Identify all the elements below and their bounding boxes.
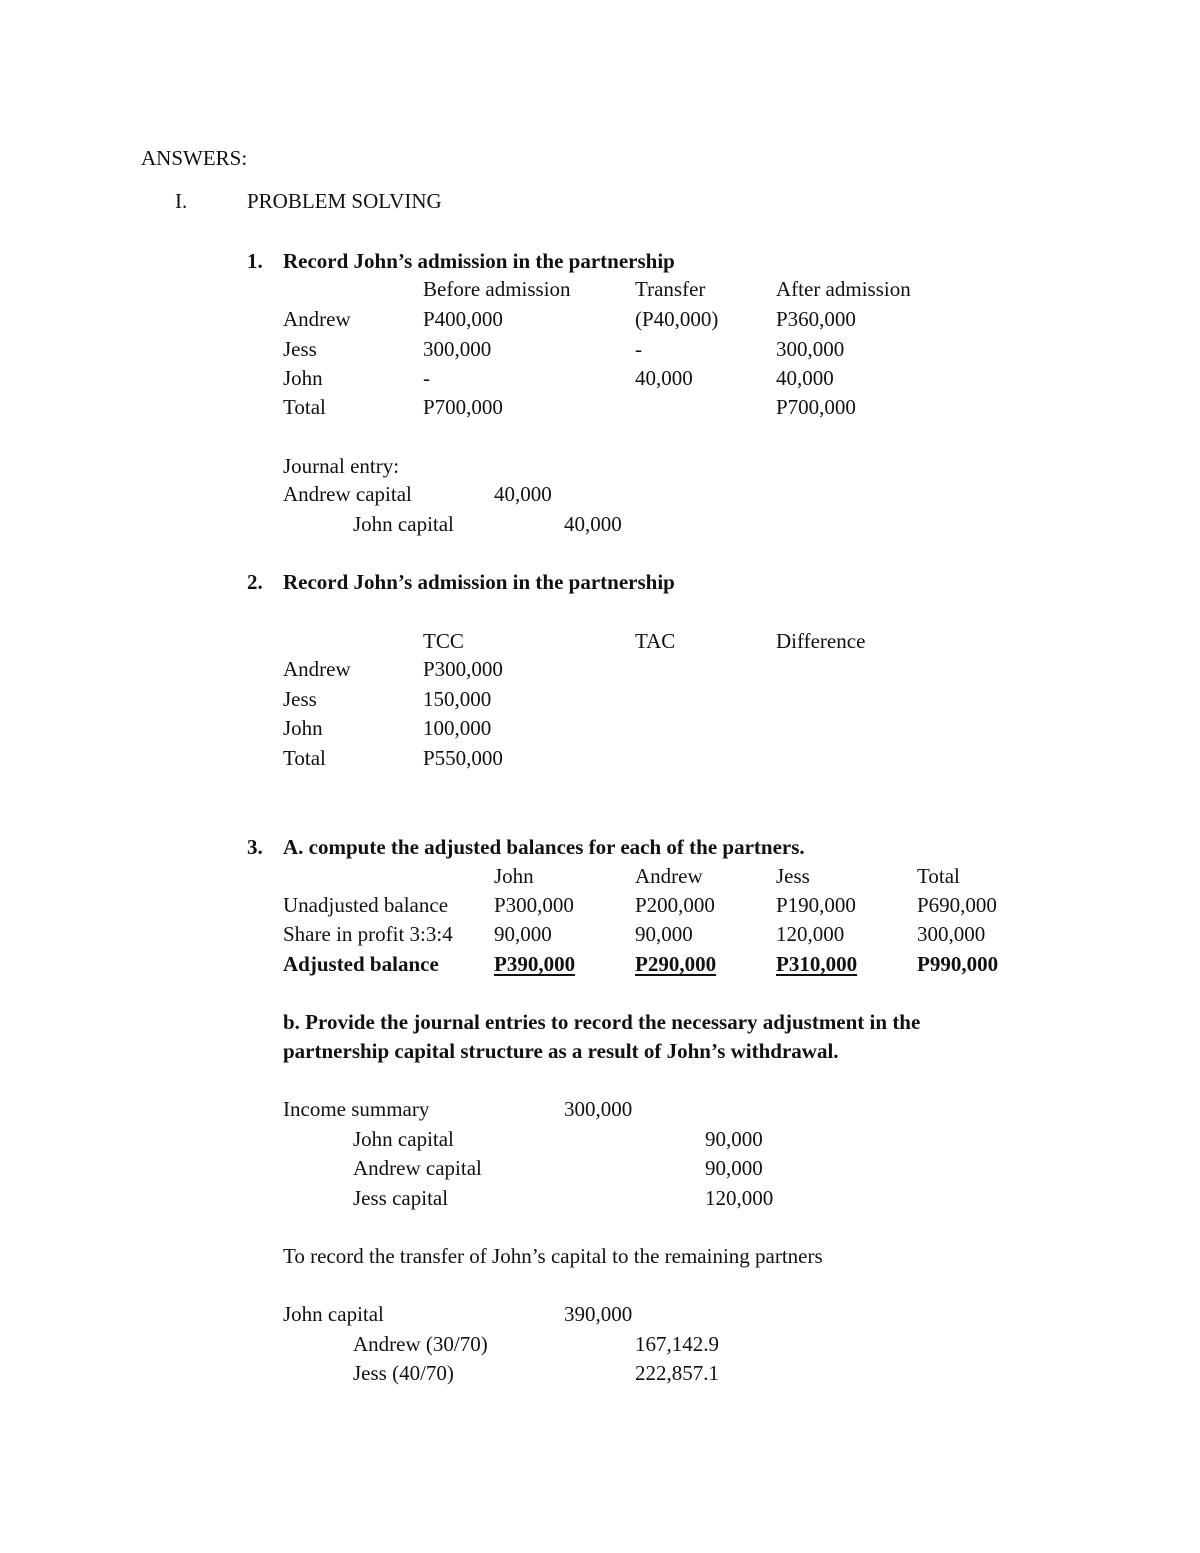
cell-tcc: 100,000 xyxy=(423,716,492,740)
entry2-credit-amount: 167,142.9 xyxy=(635,1332,719,1356)
cell-john: P390,000 xyxy=(494,952,576,976)
entry1-credit-account: John capital xyxy=(353,1127,454,1151)
cell-before: P700,000 xyxy=(423,395,503,419)
cell-john: P300,000 xyxy=(494,893,574,917)
entry1-credit-amount: 90,000 xyxy=(705,1127,763,1151)
entry2-credit-account: Jess (40/70) xyxy=(353,1361,454,1385)
section-title: PROBLEM SOLVING xyxy=(247,189,442,213)
cell-transfer: 40,000 xyxy=(635,366,693,390)
cell-transfer: - xyxy=(635,337,642,361)
cell-tcc: P300,000 xyxy=(423,657,503,681)
q3-part-b-title-line2: partnership capital structure as a result of John’s withdrawal. xyxy=(283,1039,839,1063)
q1-header-after: After admission xyxy=(776,277,911,301)
cell-jess: 120,000 xyxy=(776,922,845,946)
entry1-credit-amount: 90,000 xyxy=(705,1156,763,1180)
q3-header-jess: Jess xyxy=(776,864,810,888)
q2-title: Record John’s admission in the partnership xyxy=(283,570,675,594)
row-label: Share in profit 3:3:4 xyxy=(283,922,453,946)
cell-before: P400,000 xyxy=(423,307,503,331)
cell-after: P700,000 xyxy=(776,395,856,419)
q3-header-john: John xyxy=(494,864,534,888)
cell-jess: P190,000 xyxy=(776,893,856,917)
entry2-credit-amount: 222,857.1 xyxy=(635,1361,719,1385)
entry2-debit-account: John capital xyxy=(283,1302,384,1326)
cell-total: 300,000 xyxy=(917,922,986,946)
row-label: Andrew xyxy=(283,657,351,681)
cell-before: - xyxy=(423,366,430,390)
q2-header-difference: Difference xyxy=(776,629,866,653)
q3-header-total: Total xyxy=(917,864,960,888)
q1-journal-credit-account: John capital xyxy=(353,512,454,536)
cell-total: P690,000 xyxy=(917,893,997,917)
cell-andrew: P200,000 xyxy=(635,893,715,917)
cell-tcc: P550,000 xyxy=(423,746,503,770)
cell-andrew: 90,000 xyxy=(635,922,693,946)
cell-transfer: (P40,000) xyxy=(635,307,719,331)
q1-journal-debit-account: Andrew capital xyxy=(283,482,412,506)
row-label: Unadjusted balance xyxy=(283,893,449,917)
cell-jess: P310,000 xyxy=(776,952,858,976)
row-label: John xyxy=(283,716,323,740)
q1-journal-label: Journal entry: xyxy=(283,454,400,478)
cell-andrew: P290,000 xyxy=(635,952,717,976)
q3-part-b-title-line1: b. Provide the journal entries to record the necessary adjustment in the xyxy=(283,1010,921,1034)
row-label: Total xyxy=(283,395,326,419)
entry1-debit-account: Income summary xyxy=(283,1097,430,1121)
answers-heading: ANSWERS: xyxy=(141,146,248,170)
entry2-credit-account: Andrew (30/70) xyxy=(353,1332,488,1356)
cell-john: 90,000 xyxy=(494,922,552,946)
q2-header-tcc: TCC xyxy=(423,629,464,653)
entry-narration: To record the transfer of John’s capital to the remaining partners xyxy=(283,1244,823,1268)
q1-number: 1. xyxy=(247,249,263,273)
q1-title: Record John’s admission in the partnership xyxy=(283,249,675,273)
row-label: John xyxy=(283,366,323,390)
cell-total: P990,000 xyxy=(917,952,999,976)
row-label: Jess xyxy=(283,337,317,361)
entry1-credit-amount: 120,000 xyxy=(705,1186,774,1210)
row-label: Andrew xyxy=(283,307,351,331)
cell-before: 300,000 xyxy=(423,337,492,361)
q1-journal-debit-amount: 40,000 xyxy=(494,482,552,506)
q2-header-tac: TAC xyxy=(635,629,676,653)
q3-header-andrew: Andrew xyxy=(635,864,703,888)
entry1-credit-account: Andrew capital xyxy=(353,1156,482,1180)
q1-journal-credit-amount: 40,000 xyxy=(564,512,622,536)
row-label: Jess xyxy=(283,687,317,711)
q2-number: 2. xyxy=(247,570,263,594)
cell-after: P360,000 xyxy=(776,307,856,331)
entry1-credit-account: Jess capital xyxy=(353,1186,449,1210)
q3-number: 3. xyxy=(247,835,263,859)
cell-after: 40,000 xyxy=(776,366,834,390)
q1-header-transfer: Transfer xyxy=(635,277,706,301)
entry2-debit-amount: 390,000 xyxy=(564,1302,633,1326)
row-label: Adjusted balance xyxy=(283,952,439,976)
section-numeral: I. xyxy=(175,189,188,213)
entry1-debit-amount: 300,000 xyxy=(564,1097,633,1121)
row-label: Total xyxy=(283,746,326,770)
q3-part-a-title: A. compute the adjusted balances for each of the partners. xyxy=(283,835,805,859)
q1-header-before: Before admission xyxy=(423,277,571,301)
cell-tcc: 150,000 xyxy=(423,687,492,711)
cell-after: 300,000 xyxy=(776,337,845,361)
